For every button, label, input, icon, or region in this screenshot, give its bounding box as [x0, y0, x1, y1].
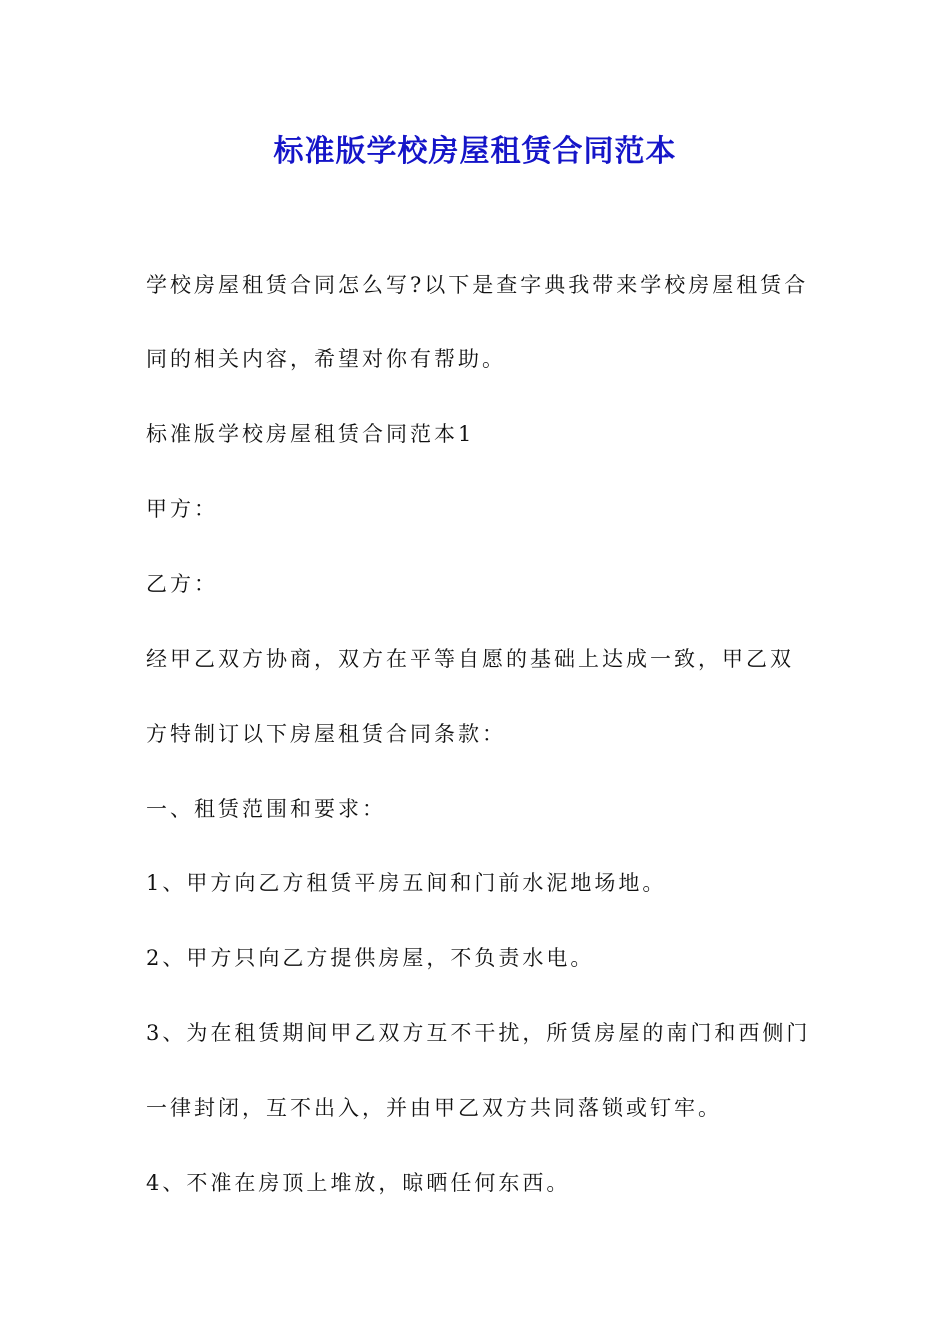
clause-1: 1、甲方向乙方租赁平房五间和门前水泥地场地。 [146, 871, 667, 895]
intro-line-1: 学校房屋租赁合同怎么写?以下是查字典我带来学校房屋租赁合 [146, 273, 809, 297]
section-1-heading: 一、租赁范围和要求： [146, 797, 386, 821]
party-a-label: 甲方： [146, 497, 218, 521]
preamble-line-2: 方特制订以下房屋租赁合同条款： [146, 722, 506, 746]
document-title: 标准版学校房屋租赁合同范本 [273, 134, 677, 169]
party-b-label: 乙方： [146, 572, 218, 596]
intro-line-2: 同的相关内容，希望对你有帮助。 [146, 347, 506, 371]
clause-3-line-2: 一律封闭，互不出入，并由甲乙双方共同落锁或钉牢。 [146, 1096, 722, 1120]
clause-4: 4、不准在房顶上堆放，晾晒任何东西。 [146, 1171, 571, 1195]
clause-3-line-1: 3、为在租赁期间甲乙双方互不干扰，所赁房屋的南门和西侧门 [146, 1021, 811, 1045]
contract-heading: 标准版学校房屋租赁合同范本1 [146, 422, 475, 446]
preamble-line-1: 经甲乙双方协商，双方在平等自愿的基础上达成一致，甲乙双 [146, 647, 794, 671]
clause-2: 2、甲方只向乙方提供房屋，不负责水电。 [146, 946, 595, 970]
